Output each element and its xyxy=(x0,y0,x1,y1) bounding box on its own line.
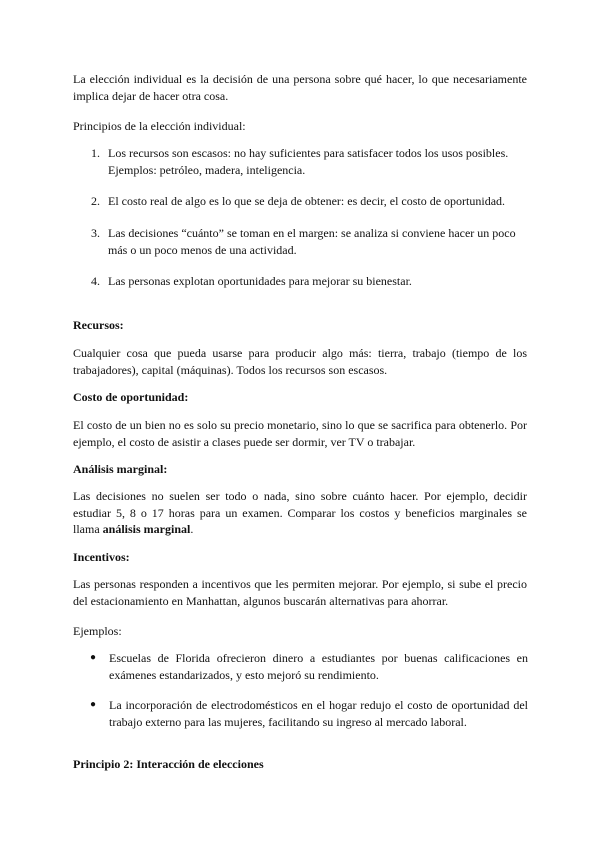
list-item: La incorporación de electrodomésticos en el hogar redujo el costo de oportunidad del trabajo externo para las mujeres, facilitando su ingreso al mercado laboral. xyxy=(109,698,528,729)
principles-heading: Principios de la elección individual: xyxy=(73,119,246,133)
list-item-number: 4. xyxy=(91,274,100,288)
list-item-number: 3. xyxy=(91,226,100,240)
list-item: Las decisiones “cuánto” se toman en el margen: se analiza si conviene hacer un poco más o un poco menos de una actividad. xyxy=(108,226,516,257)
list-item-number: 1. xyxy=(91,146,100,160)
intro-paragraph: La elección individual es la decisión de una persona sobre qué hacer, lo que necesariamente implica dejar de hacer otra cosa. xyxy=(73,72,527,103)
list-item: El costo real de algo es lo que se deja de obtener: es decir, el costo de oportunidad. xyxy=(108,194,506,208)
incentivos-paragraph: Las personas responden a incentivos que les permiten mejorar. Por ejemplo, si sube el precio del estacionamiento en Manhattan, algunos buscarán alternativas para ahorrar. xyxy=(73,577,527,608)
bullet-icon: ● xyxy=(90,652,97,663)
list-item: Los recursos son escasos: no hay suficientes para satisfacer todos los usos posibles. Ejemplos: petróleo, madera, inteligencia. xyxy=(108,146,509,177)
bullet-icon: ● xyxy=(90,699,97,710)
costo-oportunidad-paragraph: El costo de un bien no es solo su precio monetario, sino lo que se sacrifica para obtenerlo. Por ejemplo, el costo de asistir a clases puede ser dormir, ver TV o trabajar. xyxy=(73,418,527,449)
section-heading-analisis-marginal: Análisis marginal: xyxy=(73,462,168,476)
section-heading-recursos: Recursos: xyxy=(73,318,124,332)
section-heading-incentivos: Incentivos: xyxy=(73,550,130,564)
section-heading-principio-2: Principio 2: Interacción de elecciones xyxy=(73,757,264,771)
examples-label: Ejemplos: xyxy=(73,624,122,638)
list-item-number: 2. xyxy=(91,194,100,208)
paragraph-text: Las decisiones no suelen ser todo o nada, sino sobre cuánto hacer. Por ejemplo, decidir estudiar 5, 8 o 17 horas para un examen. Comparar los costos y beneficios marginales se llama xyxy=(73,489,527,536)
recursos-paragraph: Cualquier cosa que pueda usarse para producir algo más: tierra, trabajo (tiempo de los trabajadores), capital (máquinas). Todos los recursos son escasos. xyxy=(73,346,527,377)
list-item: Las personas explotan oportunidades para mejorar su bienestar. xyxy=(108,274,412,288)
analisis-marginal-paragraph xyxy=(73,488,527,538)
section-heading-costo-oportunidad: Costo de oportunidad: xyxy=(73,390,189,404)
paragraph-text-end: . xyxy=(190,522,194,536)
list-item: Escuelas de Florida ofrecieron dinero a estudiantes por buenas calificaciones en exámenes estandarizados, y esto mejoró su rendimiento. xyxy=(109,651,528,682)
bold-term: análisis marginal xyxy=(102,522,191,536)
